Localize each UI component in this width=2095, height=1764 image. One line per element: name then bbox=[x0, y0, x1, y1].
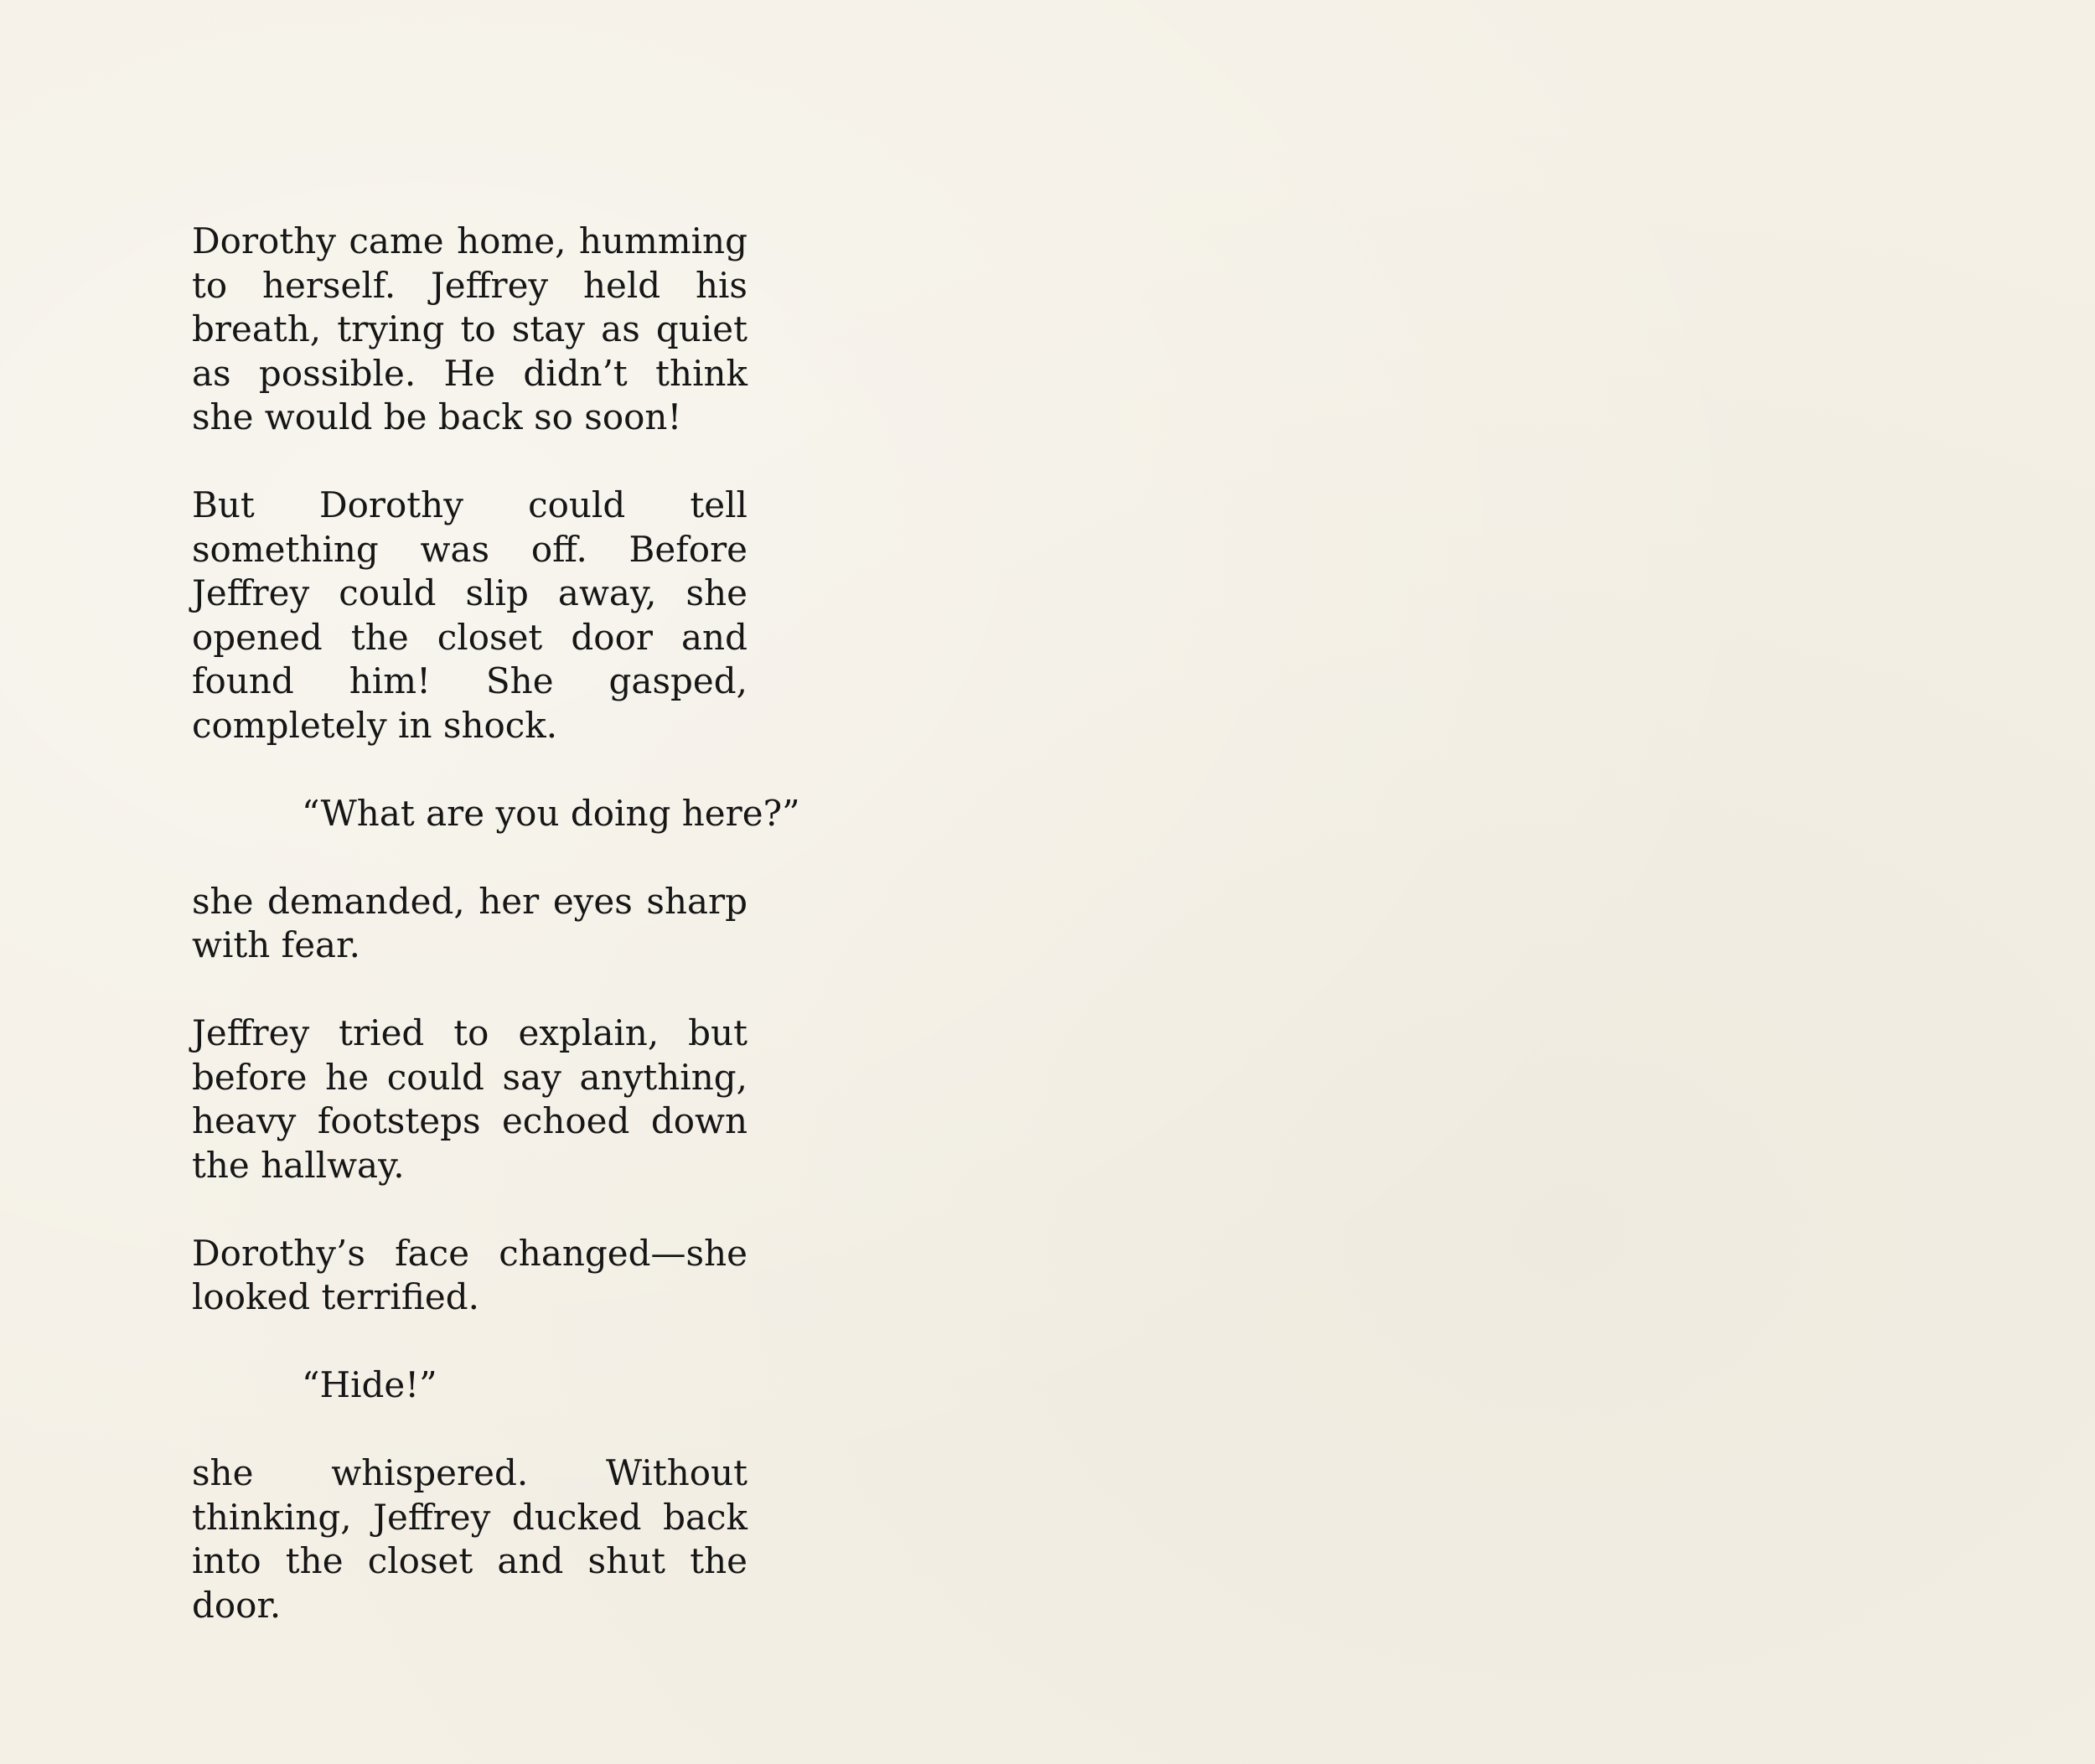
story-paragraph-4: Jeffrey tried to explain, but before he could say anything, heavy footsteps echoed down the hallway. bbox=[192, 1012, 747, 1186]
story-paragraph-2: But Dorothy could tell something was off. Before Jeffrey could slip away, she opened the closet door and found him! She gasped, completely in shock. bbox=[192, 484, 747, 746]
story-text-column bbox=[192, 220, 800, 1627]
dialogue-line-1: “What are you doing here?” bbox=[302, 792, 800, 834]
story-paragraph-6: she whispered. Without thinking, Jeffrey ducked back into the closet and shut the door. bbox=[192, 1452, 747, 1626]
story-paragraph-1: Dorothy came home, humming to herself. Jeffrey held his breath, trying to stay as quiet as possible. He didn’t think she would be back so soon! bbox=[192, 220, 747, 437]
dialogue-line-2: “Hide!” bbox=[302, 1364, 437, 1405]
story-paragraph-5: Dorothy’s face changed—she looked terrified. bbox=[192, 1232, 747, 1317]
story-paragraph-3: she demanded, her eyes sharp with fear. bbox=[192, 880, 747, 965]
